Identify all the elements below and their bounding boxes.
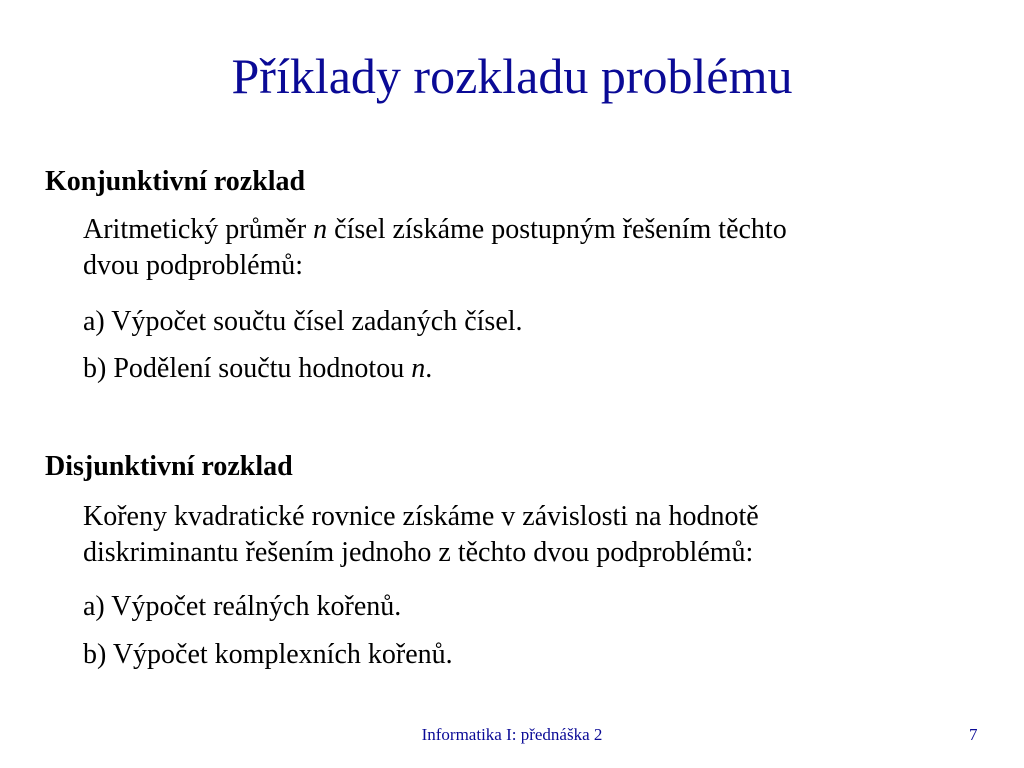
conjunctive-intro-line1 [83,212,983,248]
disjunctive-intro-line2: diskriminantu řešením jednoho z těchto dvou podproblémů: [83,537,754,568]
section-heading-conjunctive: Konjunktivní rozklad [45,166,306,197]
intro-text-post: čísel získáme postupným řešením těchto [327,214,787,245]
intro-text-pre: Aritmetický průměr [83,214,314,245]
item-text-post: . [425,353,433,384]
conjunctive-intro-line2: dvou podproblémů: [83,250,304,281]
disjunctive-item-b: b) Výpočet komplexních kořenů. [83,639,453,670]
section-heading-disjunctive: Disjunktivní rozklad [45,451,293,482]
slide-title: Příklady rozkladu problému [231,48,793,104]
conjunctive-item-a: a) Výpočet součtu čísel zadaných čísel. [83,306,523,337]
variable-n: n [313,214,328,245]
disjunctive-intro-line1: Kořeny kvadratické rovnice získáme v závislosti na hodnotě [83,501,759,532]
conjunctive-item-b [83,352,432,386]
variable-n: n [411,353,426,384]
disjunctive-intro [83,499,983,571]
conjunctive-intro [83,212,983,284]
item-text-pre: b) Podělení součtu hodnotou [83,353,412,384]
footer-page-number: 7 [969,725,978,744]
disjunctive-item-a: a) Výpočet reálných kořenů. [83,591,402,622]
footer-course: Informatika I: přednáška 2 [421,725,603,744]
